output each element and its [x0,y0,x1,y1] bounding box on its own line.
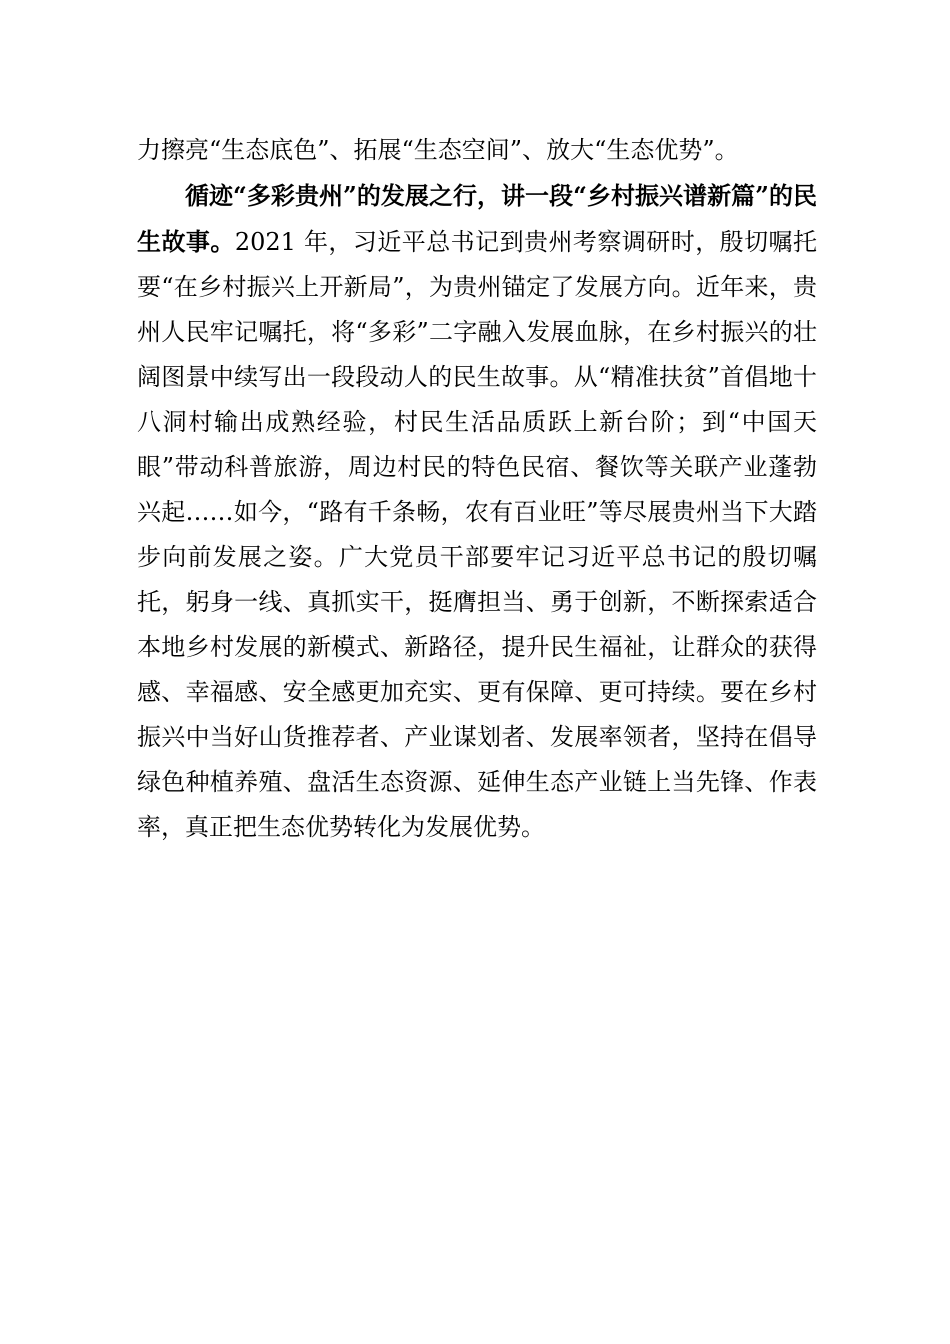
paragraph-body-text: 2021 年，习近平总书记到贵州考察调研时，殷切嘱托要“在乡村振兴上开新局”，为贵州锚定了发展方向。近年来，贵州人民牢记嘱托，将“多彩”二字融入发展血脉，在乡村振兴的壮阔图景中续写出一段段动人的民生故事。从“精准扶贫”首倡地十八洞村输出成熟经验，村民生活品质跃上新台阶；到“中国天眼”带动科普旅游，周边村民的特色民宿、餐饮等关联产业蓬勃兴起……如今，“路有千条畅，农有百业旺”等尽展贵州当下大踏步向前发展之姿。广大党员干部要牢记习近平总书记的殷切嘱托，躬身一线、真抓实干，挺膺担当、勇于创新，不断探索适合本地乡村发展的新模式、新路径，提升民生福祉，让群众的获得感、幸福感、安全感更加充实、更有保障、更可持续。要在乡村振兴中当好山货推荐者、产业谋划者、发展率领者，坚持在倡导绿色种植养殖、盘活生态资源、延伸生态产业链上当先锋、作表率，真正把生态优势转化为发展优势。 [137,228,817,841]
document-body [137,128,817,850]
paragraph-main [137,173,817,850]
paragraph-continuation: 力擦亮“生态底色”、拓展“生态空间”、放大“生态优势”。 [137,136,739,164]
paragraph-lead-heading: 循迹“多彩贵州”的发展之行，讲一段“乡村振兴谱新篇”的民生故事。 [137,181,817,256]
